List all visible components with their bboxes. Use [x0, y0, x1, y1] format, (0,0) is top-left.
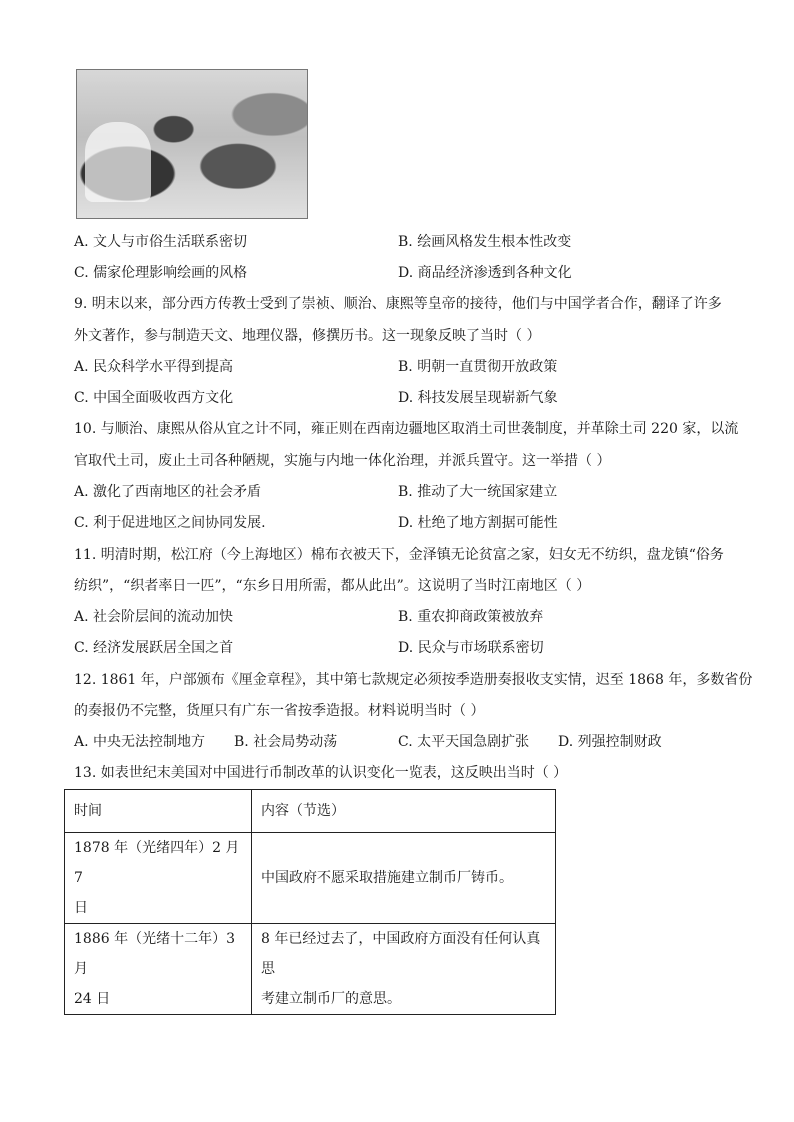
q10-option-a[interactable]: A. 激化了西南地区的社会矛盾: [74, 484, 262, 500]
table-cell-content-line: 中国政府不愿采取措施建立制币厂铸币。: [261, 870, 513, 886]
q12-stem-line-2: 的奏报仍不完整，货厘只有广东一省按季造报。材料说明当时（ ）: [74, 703, 485, 719]
table-cell-content: [252, 924, 556, 1015]
table-cell-time-line: 1886 年（光绪十二年）3 月: [74, 931, 235, 977]
q12-option-b[interactable]: B. 社会局势动荡: [234, 734, 338, 750]
q11-option-a[interactable]: A. 社会阶层间的流动加快: [74, 609, 234, 625]
q12-option-d[interactable]: D. 列强控制财政: [558, 734, 662, 750]
q11-option-c[interactable]: C. 经济发展跃居全国之首: [74, 640, 234, 656]
q11-option-b[interactable]: B. 重农抑商政策被放弃: [398, 609, 544, 625]
q9-stem-line-1: 9. 明末以来，部分西方传教士受到了崇祯、顺治、康熙等皇帝的接待，他们与中国学者合作，翻译了许多: [74, 296, 722, 312]
q13-currency-reform-table: [64, 789, 556, 1015]
q12-option-c[interactable]: C. 太平天国急剧扩张: [398, 734, 530, 750]
question-8-painting-image: [76, 69, 308, 219]
q9-option-a[interactable]: A. 民众科学水平得到提高: [74, 359, 234, 375]
table-cell-content: [252, 833, 556, 924]
q10-option-c[interactable]: C. 利于促进地区之间协同发展.: [74, 515, 266, 531]
q9-option-d[interactable]: D. 科技发展呈现崭新气象: [398, 390, 558, 406]
q8-option-d[interactable]: D. 商品经济渗透到各种文化: [398, 265, 572, 281]
q10-option-b[interactable]: B. 推动了大一统国家建立: [398, 484, 558, 500]
q13-stem: 13. 如表世纪末美国对中国进行币制改革的认识变化一览表，这反映出当时（ ）: [74, 765, 568, 781]
q11-option-d[interactable]: D. 民众与市场联系密切: [398, 640, 544, 656]
table-cell-time-line: 1878 年（光绪四年）2 月 7: [74, 840, 240, 886]
table-cell-content-line: 考建立制币厂的意思。: [261, 991, 401, 1007]
q8-option-a[interactable]: A. 文人与市俗生活联系密切: [74, 234, 248, 250]
q9-option-b[interactable]: B. 明朝一直贯彻开放政策: [398, 359, 558, 375]
q11-stem-line-2: 纺织”，“织者率日一匹”，“东乡日用所需，都从此出”。这说明了当时江南地区（ ）: [74, 578, 591, 594]
q8-option-c[interactable]: C. 儒家伦理影响绘画的风格: [74, 265, 248, 281]
table-row: [65, 924, 556, 1015]
q10-stem-line-2: 官取代土司，废止土司各种陋规，实施与内地一体化治理，并派兵置守。这一举措（ ）: [74, 453, 611, 469]
q11-stem-line-1: 11. 明清时期，松江府（今上海地区）棉布衣被天下，金泽镇无论贫富之家，妇女无不纺织，盘龙镇“俗务: [74, 547, 724, 563]
table-header-time: 时间: [65, 790, 252, 833]
table-cell-time-line: 日: [74, 900, 88, 916]
table-cell-time: [65, 833, 252, 924]
q12-option-a[interactable]: A. 中央无法控制地方: [74, 734, 206, 750]
q10-option-d[interactable]: D. 杜绝了地方割据可能性: [398, 515, 558, 531]
q10-stem-line-1: 10. 与顺治、康熙从俗从宜之计不同，雍正则在西南边疆地区取消土司世袭制度，并革除土司 220 家，以流: [74, 421, 739, 437]
table-cell-time-line: 24 日: [74, 991, 111, 1007]
q9-option-c[interactable]: C. 中国全面吸收西方文化: [74, 390, 234, 406]
table-header-content: 内容（节选）: [252, 790, 556, 833]
q8-option-b[interactable]: B. 绘画风格发生根本性改变: [398, 234, 572, 250]
table-header-row: [65, 790, 556, 833]
q12-stem-line-1: 12. 1861 年，户部颁布《厘金章程》，其中第七款规定必须按季造册奏报收支实情，迟至 1868 年，多数省份: [74, 672, 753, 688]
table-cell-time: [65, 924, 252, 1015]
table-row: [65, 833, 556, 924]
table-cell-content-line: 8 年已经过去了，中国政府方面没有任何认真思: [261, 931, 541, 977]
q9-stem-line-2: 外文著作，参与制造天文、地理仪器，修撰历书。这一现象反映了当时（ ）: [74, 328, 541, 344]
